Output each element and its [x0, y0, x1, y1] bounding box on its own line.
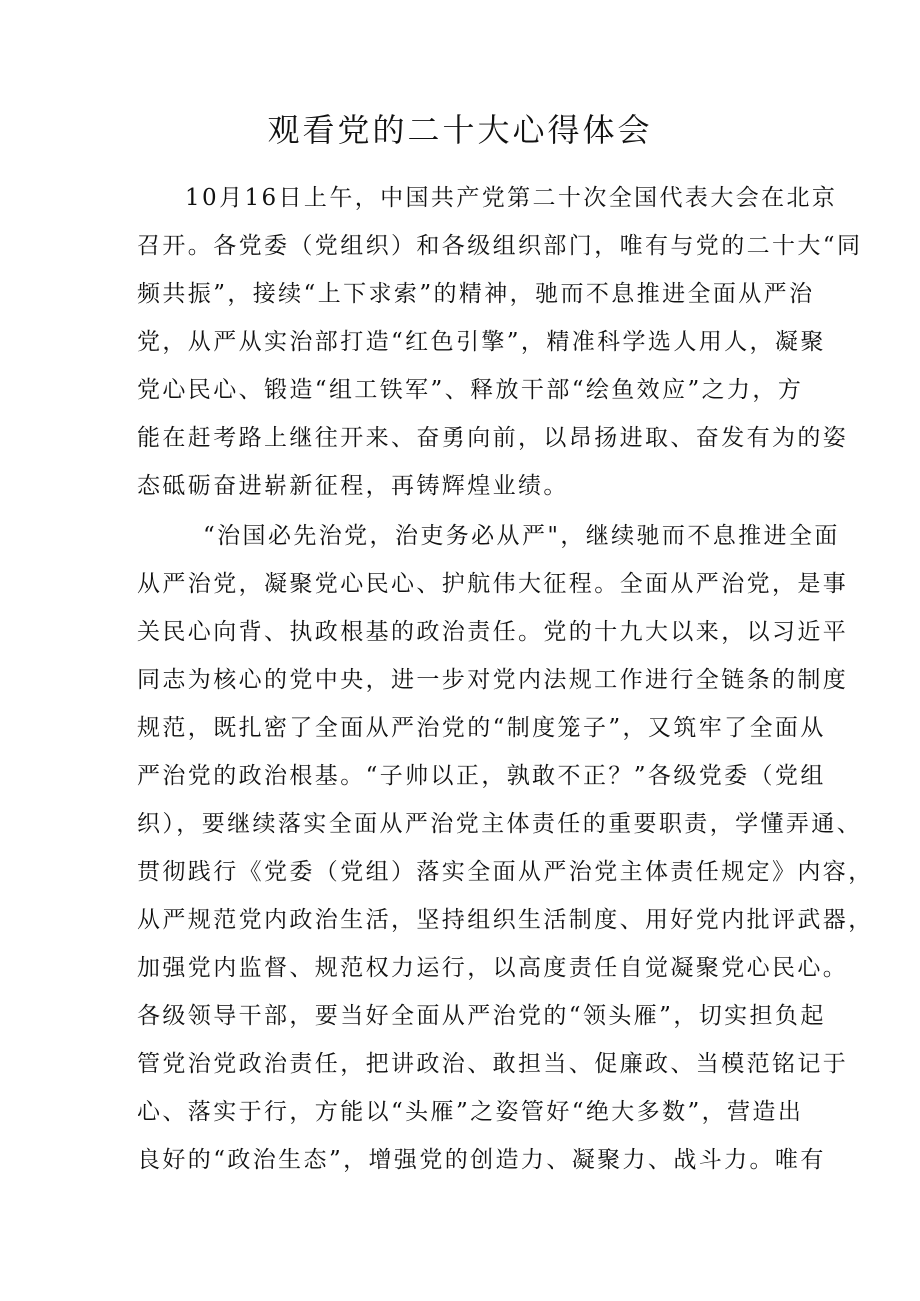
- text-line: 管党治党政治责任，把讲政治、敢担当、促廉政、当模范铭记于: [137, 1051, 849, 1077]
- text-line: 加强党内监督、规范权力运行，以高度责任自觉凝聚党心民心。: [137, 955, 849, 981]
- text-line: 规范，既扎密了全面从严治党的“制度笼子”，又筑牢了全面从: [137, 715, 826, 741]
- text-line: 召开。各党委（党组织）和各级组织部门，唯有与党的二十大“同: [137, 233, 863, 259]
- text-line: 心、落实于行，方能以“头雁”之姿管好“绝大多数”，营造出: [137, 1099, 804, 1125]
- text-line: 各级领导干部，要当好全面从严治党的“领头雁”，切实担负起: [137, 1003, 826, 1029]
- text-line: 能在赶考路上继往开来、奋勇向前，以昂扬进取、奋发有为的姿: [137, 425, 849, 451]
- text-line: 从严规范党内政治生活，坚持组织生活制度、用好党内批评武器，: [137, 907, 874, 933]
- text-line: 严治党的政治根基。“子帅以正，孰敢不正？”各级党委（党组: [137, 763, 826, 789]
- text-line: 关民心向背、执政根基的政治责任。党的十九大以来，以习近平: [137, 619, 849, 645]
- text-line: 党心民心、锻造“组工铁军”、释放干部“绘鱼效应”之力，方: [137, 377, 804, 403]
- text-line: 从严治党，凝聚党心民心、护航伟大征程。全面从严治党，是事: [137, 571, 849, 597]
- text-line: 态砥砺奋进崭新征程，再铸辉煌业绩。: [137, 473, 569, 499]
- text-line: “治国必先治党，治吏务必从严"，继续驰而不息推进全面: [203, 523, 840, 549]
- text-line: 频共振”，接续“上下求索”的精神，驰而不息推进全面从严治: [137, 281, 815, 307]
- text-line: 党，从严从实治部打造“红色引擎”，精准科学选人用人，凝聚: [137, 329, 826, 355]
- text-line: 10月16日上午，中国共产党第二十次全国代表大会在北京: [185, 185, 838, 211]
- text-line: 织），要继续落实全面从严治党主体责任的重要职责，学懂弄通、: [137, 811, 863, 837]
- text-line: 贯彻践行《党委（党组）落实全面从严治党主体责任规定》内容，: [137, 859, 874, 885]
- text-line: 良好的“政治生态”，增强党的创造力、凝聚力、战斗力。唯有: [137, 1147, 826, 1173]
- document-title: 观看党的二十大心得体会: [267, 111, 653, 149]
- text-line: 同志为核心的党中央，进一步对党内法规工作进行全链条的制度: [137, 667, 849, 693]
